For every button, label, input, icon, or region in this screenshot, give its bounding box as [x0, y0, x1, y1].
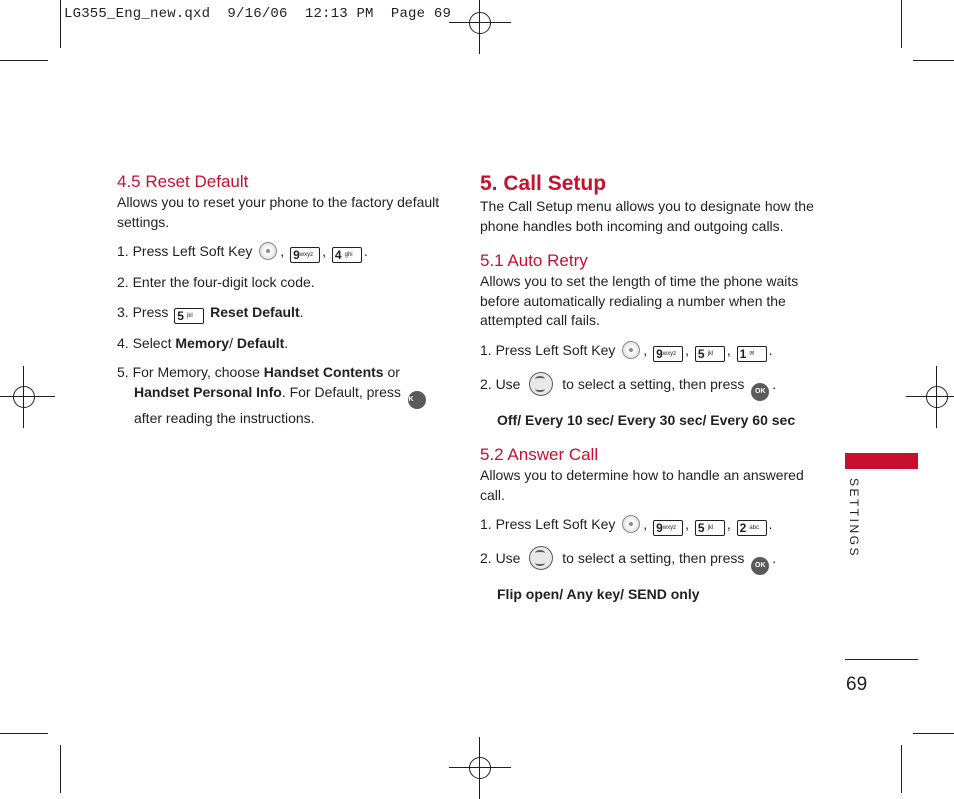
- crop-mark: [0, 733, 48, 734]
- reset-step-5: 5. For Memory, choose Handset Contents or Handset Personal Info. For Default, press OK after reading the instructions.: [117, 363, 452, 428]
- left-soft-key-icon: [259, 242, 277, 260]
- crop-mark: [901, 0, 902, 48]
- answer-call-intro: Allows you to determine how to handle an answered call.: [480, 467, 804, 503]
- key-9-icon: $9^{wxyz}$: [653, 346, 683, 362]
- crop-mark: [913, 733, 954, 734]
- key-4-icon: 4 $^{ghi}$: [332, 247, 362, 263]
- call-setup-intro: The Call Setup menu allows you to designate how the phone handles both incoming and outgoing calls.: [480, 198, 814, 234]
- reset-step-4: 4. Select Memory/ Default.: [117, 334, 289, 351]
- auto-retry-step-1: 1. Press Left Soft Key , $9^{wxyz}$ , 5 $^{jkl}$ , 1 ✉ .: [480, 341, 773, 361]
- registration-mark-top: [463, 6, 497, 40]
- crop-mark: [0, 60, 48, 61]
- reset-step-1: 1. Press Left Soft Key , $9^{wxyz}$ , 4 $^{ghi}$ .: [117, 243, 368, 262]
- key-1-icon: 1 ✉: [737, 346, 767, 362]
- section-label-settings: SETTINGS: [847, 478, 861, 559]
- key-5-icon: 5 $^{jkl}$: [695, 520, 725, 536]
- section-heading-reset-default: 4.5 Reset Default: [117, 172, 249, 191]
- crop-mark: [60, 0, 61, 48]
- answer-call-options: Flip open/ Any key/ SEND only: [497, 586, 700, 602]
- section-heading-answer-call: 5.2 Answer Call: [480, 445, 599, 464]
- page-number-rule: [845, 659, 918, 660]
- crop-mark: [60, 745, 61, 793]
- print-slug: LG355_Eng_new.qxd 9/16/06 12:13 PM Page 69: [64, 6, 452, 22]
- ok-key-icon: OK: [408, 391, 426, 409]
- key-5-icon: 5 $^{jkl}$: [174, 308, 204, 324]
- registration-mark-left: [7, 380, 41, 414]
- reset-default-intro: Allows you to reset your phone to the factory default settings.: [117, 194, 440, 230]
- ok-key-icon: OK: [751, 383, 769, 401]
- nav-key-icon: [529, 546, 553, 570]
- nav-key-icon: [529, 372, 553, 396]
- registration-mark-bottom: [463, 751, 497, 785]
- auto-retry-options: Off/ Every 10 sec/ Every 30 sec/ Every 60 sec: [497, 411, 796, 428]
- key-5-icon: 5 $^{jkl}$: [695, 346, 725, 362]
- crop-mark: [901, 745, 902, 793]
- ok-key-icon: OK: [751, 557, 769, 575]
- key-9-icon: $9^{wxyz}$: [290, 247, 320, 263]
- key-2-icon: 2 $^{abc}$: [737, 520, 767, 536]
- reset-step-2: 2. Enter the four-digit lock code.: [117, 274, 315, 290]
- section-heading-auto-retry: 5.1 Auto Retry: [480, 251, 588, 270]
- key-9-icon: $9^{wxyz}$: [653, 520, 683, 536]
- section-tab-marker: [845, 453, 918, 469]
- auto-retry-intro: Allows you to set the length of time the phone waits before automatically redialing a number when the attempted call fails.: [480, 273, 799, 328]
- registration-mark-right: [920, 380, 954, 414]
- answer-call-step-2: 2. Use to select a setting, then press OK .: [480, 546, 820, 575]
- answer-call-step-1: 1. Press Left Soft Key , $9^{wxyz}$ , 5 $^{jkl}$ , 2 $^{abc}$ .: [480, 516, 773, 535]
- page-title: 5. Call Setup: [480, 172, 607, 195]
- left-soft-key-icon: [622, 515, 640, 533]
- crop-mark: [913, 60, 954, 61]
- reset-step-3: 3. Press 5 $^{jkl}$ Reset Default.: [117, 303, 304, 323]
- page-number: 69: [846, 674, 868, 695]
- left-soft-key-icon: [622, 341, 640, 359]
- right-column: [480, 171, 820, 605]
- auto-retry-step-2: 2. Use to select a setting, then press OK .: [480, 372, 820, 401]
- left-column: [117, 171, 452, 428]
